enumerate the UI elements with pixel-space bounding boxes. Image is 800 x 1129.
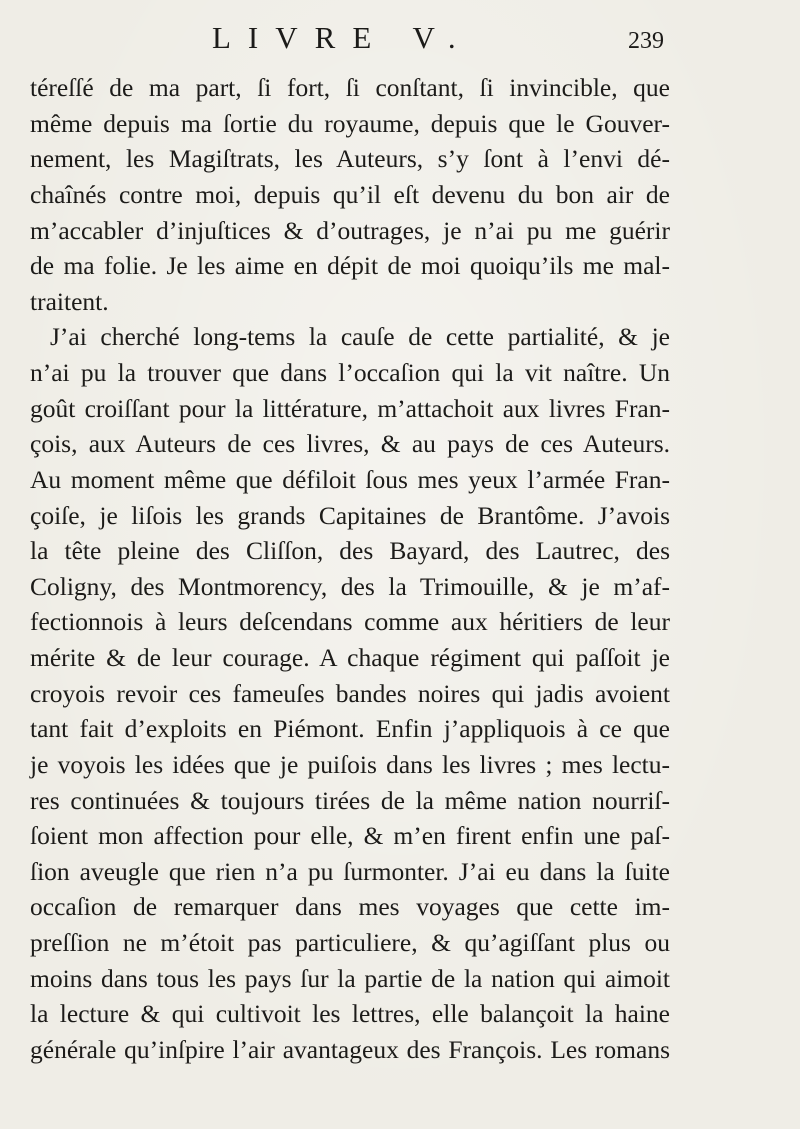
text-line: tant fait d’exploits en Piémont. Enfin j’appliquois à ce que xyxy=(30,714,670,744)
text-line: fectionnois à leurs deſcendans comme aux héritiers de leur xyxy=(30,607,670,637)
text-line: générale qu’inſpire l’air avantageux des François. Les romans xyxy=(30,1034,670,1064)
text-line: n’ai pu la trouver que dans l’occaſion qui la vit naître. Un xyxy=(30,358,670,387)
page-number: 239 xyxy=(628,28,664,54)
text-line: même depuis ma ſortie du royaume, depuis que le Gouver- xyxy=(30,108,670,138)
text-line: çoiſe, je liſois les grands Capitaines de Brantôme. J’avois xyxy=(30,500,670,530)
text-line: Coligny, des Montmorency, des la Trimouille, & je m’af- xyxy=(30,571,670,601)
text-line: téreſſé de ma part, ſi fort, ſi conſtant, ſi invincible, que xyxy=(30,73,670,102)
text-line: preſſion ne m’étoit pas particuliere, & qu’agiſſant plus ou xyxy=(30,928,670,957)
page-header xyxy=(0,18,800,58)
text-line: moins dans tous les pays ſur la partie de la nation qui aimoit xyxy=(30,963,670,993)
text-line: m’accabler d’injuſtices & d’outrages, je n’ai pu me guérir xyxy=(30,215,670,245)
text-line: nement, les Magiſtrats, les Auteurs, s’y ſont à l’envi dé- xyxy=(30,144,670,174)
text-line: mérite & de leur courage. A chaque régiment qui paſſoit je xyxy=(30,643,670,672)
text-line: çois, aux Auteurs de ces livres, & au pays de ces Auteurs. xyxy=(30,429,670,459)
text-line: chaînés contre moi, depuis qu’il eſt devenu du bon air de xyxy=(30,179,670,209)
text-line: ſion aveugle que rien n’a pu ſurmonter. J’ai eu dans la ſuite xyxy=(30,856,670,886)
running-title: LIVRE V. xyxy=(212,20,473,55)
text-line: goût croiſſant pour la littérature, m’attachoit aux livres Fran- xyxy=(30,393,670,423)
text-line: ſoient mon affection pour elle, & m’en firent enfin une paſ- xyxy=(30,821,670,851)
text-line: croyois revoir ces fameuſes bandes noires qui jadis avoient xyxy=(30,678,670,708)
text-line: occaſion de remarquer dans mes voyages que cette im- xyxy=(30,892,670,922)
text-line: traitent. xyxy=(30,286,109,316)
text-line: la tête pleine des Cliſſon, des Bayard, des Lautrec, des xyxy=(30,536,670,566)
text-line: de ma folie. Je les aime en dépit de moi quoiqu’ils me mal- xyxy=(30,251,670,281)
body-text xyxy=(30,70,670,1068)
text-line: Au moment même que défiloit ſous mes yeux l’armée Fran- xyxy=(30,464,670,494)
text-line: la lecture & qui cultivoit les lettres, elle balançoit la haine xyxy=(30,999,670,1029)
text-line: res continuées & toujours tirées de la même nation nourriſ- xyxy=(30,785,670,815)
text-line: J’ai cherché long-tems la cauſe de cette partialité, & je xyxy=(50,322,670,352)
text-line: je voyois les idées que je puiſois dans les livres ; mes lectu- xyxy=(30,749,670,779)
